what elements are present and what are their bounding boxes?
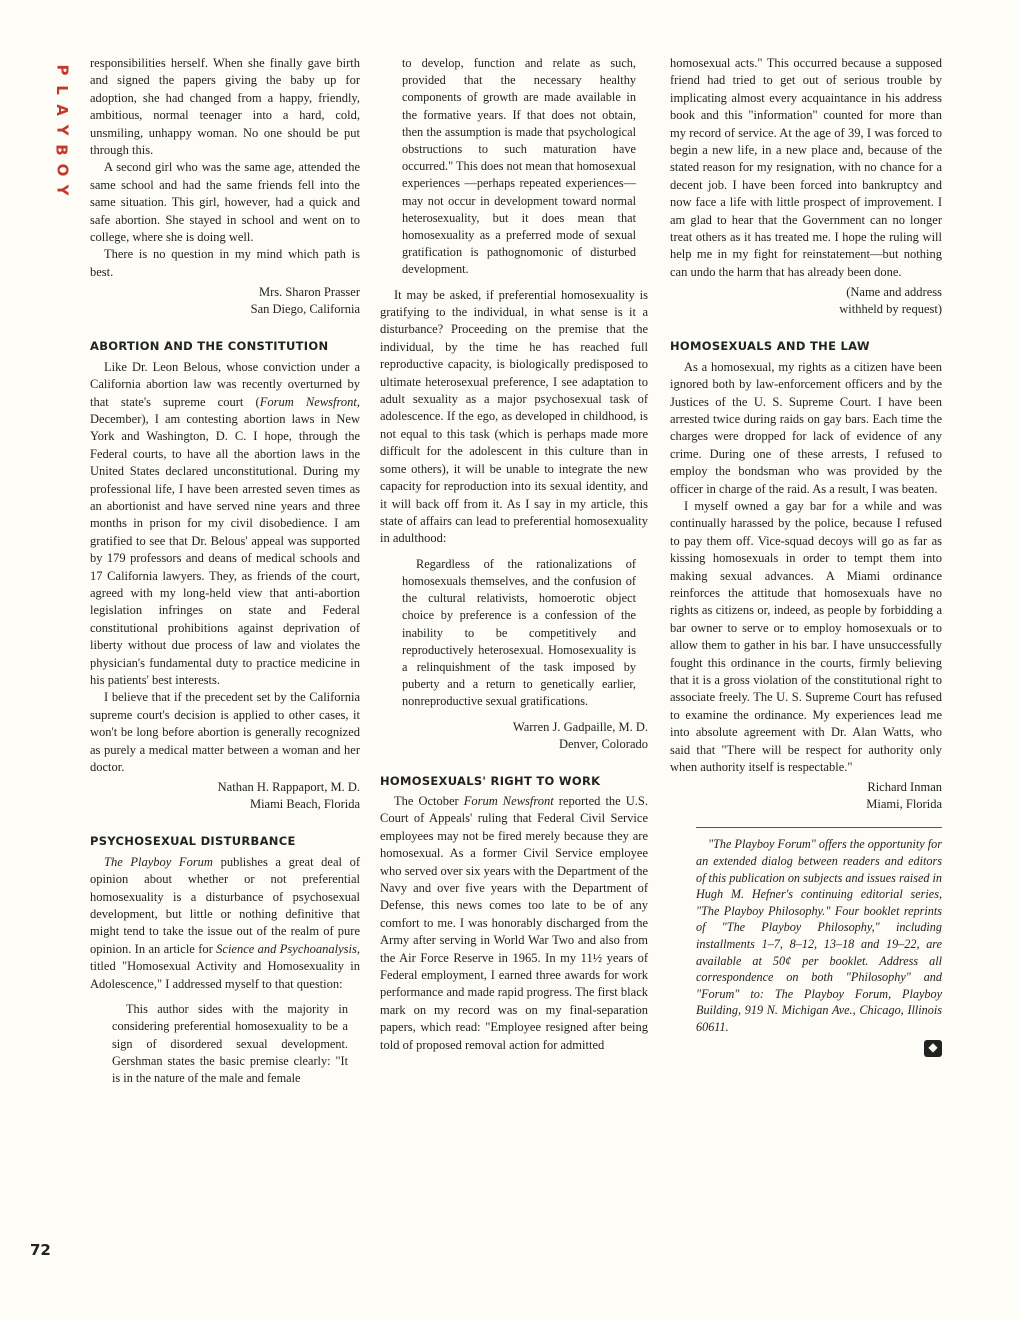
paragraph: The October Forum Newsfront reported the U.S. Court of Appeals' ruling that Federal Civil Service employees may not be fired merely because they are homosexual. As a former Civil Service employee who served over six years with the Department of the Navy and over five years with the Department of Defense, this news comes too late to be of any comfort to me. I was honorably discharged from the Army after serving in World War Two and also from the Air Force Reserve in 1965. In my 11½ years of Federal employment, I earned three awards for work performance and made rapid progress. The first black mark on my record was on my final-separation papers, which read: "Employee resigned after being told of proposed removal action for admitted [380, 793, 648, 1052]
letter-signature [670, 284, 942, 318]
signature-place: Miami, Florida [866, 797, 942, 812]
signature-place: Miami Beach, Florida [249, 797, 360, 812]
section-heading: HOMOSEXUALS AND THE LAW [670, 339, 870, 354]
publication-title: Science and Psychoanalysis [216, 941, 357, 956]
footer-text: "The Playboy Forum" offers the opportunity for an extended dialog between readers and editors of this publication on subjects and issues raised in Hugh M. Hefner's continuing editorial series, "The Playboy Philosophy." Four booklet reprints of "The Playboy Philosophy," including installments 1–7, 8–12, 13–18 and 19–22, are available at 50¢ per booklet. Address all correspondence on both "Philosophy" and "Forum" to: The Playboy Forum, Playboy Building, 919 N. Michigan Ave., Chicago, Illinois 60611. [696, 837, 942, 1034]
quote-text: This author sides with the majority in considering preferential homosexuality to be a sign of disordered sexual development. Gershman states the basic premise clearly: "It is in the nature of the male and female [112, 1002, 348, 1085]
paragraph: The Playboy Forum publishes a great deal of opinion about whether or not preferential homosexuality is a disturbance of psychosexual development, but little or nothing definitive that might tend to take the issue out of the realm of pure opinion. In an article for Science and Psychoanalysis, titled "Homosexual Activity and Homosexuality in Adolescence," I addressed myself to that question: [90, 854, 361, 991]
publication-title: Forum Newsfront [463, 793, 554, 808]
magazine-spine-title [52, 60, 72, 200]
paragraph: Like Dr. Leon Belous, whose conviction under a California abortion law was recently overturned by that state's supreme court (Forum Newsfront, December), I am contesting abortion laws in New York and Washington, D. C. I hope, through the Federal courts, to have all the abortion laws in the United States declared unconstitutional. During my professional life, I have been arrested seven times as an abortionist and have served nine years and three months in prison for my civil disobedience. I am gratified to see that Dr. Belous' appeal was supported by 179 professors and deans of medical schools and 17 California lawyers. They, as friends of the court, agreed with my long-held view that anti-abortion legislation infringes on state and Federal constitutional prohibitions against deprivation of liberty without due process of law and violates the physician's fundamental duty to practice medicine in his patients' best interests. [90, 359, 360, 687]
signature-name: (Name and address [846, 285, 942, 300]
signature-place: San Diego, California [250, 302, 360, 317]
signature-place: Denver, Colorado [558, 736, 648, 751]
paragraph: It may be asked, if preferential homosexuality is gratifying to the individual, in what sense is it a disturbance? Proceeding on the premise that the individual, by the time he has reached full reproductive capacity, is biologically predisposed to ultimate heterosexual preference, I see adaptation to adult sexuality as a major psychosexual task of adolescence. If the ego, as developed in childhood, is not equal to this task (which is perhaps made more difficult for the adolescent in this culture than in some others), it will be unable to integrate the new capacity for reproduction into its sexual identity, and it will back off from it. As I say in my article, this state of affairs can lead to preferential homosexuality in adulthood: [380, 287, 648, 546]
logo [670, 1040, 942, 1057]
letter-signature [90, 779, 360, 813]
signature-place: withheld by request) [839, 302, 942, 317]
paragraph: As a homosexual, my rights as a citizen have been ignored both by law-enforcement officers and by the Justices of the U. S. Supreme Court. I have been arrested twice during raids on gay bars. Each time the charges were dropped for lack of evidence of any crime. During one of these arrests, I refused to employ the bondsman who was provided by the officer in charge of the raid. As a result, I was beaten. [670, 359, 942, 496]
block-quote [402, 55, 636, 279]
quote-text: Regardless of the rationalizations of homosexuals themselves, and the confusion of the cultural relativists, homoerotic object choice by preference is a confession of the inability to be competitively and reproductively heterosexual. Homosexuality is a relinquishment of the task imposed by puberty and a return to genetically earlier, nonreproductive sexual gratifications. [402, 556, 636, 709]
divider [696, 827, 942, 828]
forum-footer-note [696, 836, 942, 1035]
publication-title: Forum Newsfront [259, 394, 357, 409]
spine-letter: B [53, 144, 71, 156]
spine-letter: O [52, 163, 71, 177]
section-heading: HOMOSEXUALS' RIGHT TO WORK [380, 773, 601, 788]
paragraph: I believe that if the precedent set by the California supreme court's decision is applied to other cases, it won't be long before abortion is generally recognized as purely a medical matter between a woman and her doctor. [90, 690, 360, 775]
letter-signature [90, 284, 360, 318]
column-3 [670, 55, 942, 1057]
letter-signature [670, 779, 942, 813]
signature-name: Warren J. Gadpaille, M. D. [512, 719, 648, 734]
section-heading: ABORTION AND THE CONSTITUTION [90, 339, 329, 354]
paragraph: homosexual acts." This occurred because a supposed friend had tried to get out of serious trouble by implicating almost every acquaintance in his address book and this "information" counted for more than my record of service. At the age of 39, I was forced to begin a new life, in a new place and, because of the stated reason for my resignation, with no chance for a decent job. I have been forced into bankruptcy and now face a life with little prospect of improvement. I am glad to hear that the Government can no longer treat others as it has treated me. I hope the ruling will help me in my fight for reinstatement—but nothing can undo the harm that has already been done. [670, 56, 942, 279]
spine-letter: L [53, 85, 71, 95]
spine-letter: Y [53, 124, 71, 136]
section-heading: PSYCHOSEXUAL DISTURBANCE [90, 834, 296, 849]
spine-letter: Y [53, 184, 71, 196]
rabbit-head-icon: ◆ [924, 1040, 942, 1057]
paragraph: I myself owned a gay bar for a while and was continually harassed by the police, because I refused to pay them off. Vice-squad decoys will go as far as kissing homosexuals in order to tempt them into making sexual advances. A Miami ordinance reinforces the attitude that homosexuals have no rights as citizens or, indeed, as people by forbidding a bar owner to serve or to employ homosexuals or to allow them to gather in his bar. I have unsuccessfully fought this ordinance in the courts, firmly believing that it is a gross violation of the constitutional right to associate freely. The U. S. Supreme Court has refused to examine the ordinance. My experiences lead me into absolute agreement with Dr. Alan Watts, who said that "There will be respect for authority only when authority itself is respectable." [670, 498, 942, 775]
paragraph: A second girl who was the same age, attended the same school and had the same friends fell into the same situation. This girl, however, had a quick and safe abortion. She stayed in school and went on to college, where she is doing well. [90, 160, 360, 245]
block-quote [112, 1001, 348, 1087]
page-number: 72 [30, 1241, 51, 1259]
signature-name: Richard Inman [867, 780, 942, 795]
paragraph: responsibilities herself. When she finally gave birth and signed the papers giving the baby up for adoption, she had changed from a happy, friendly, ambitious, normal teenager into a hard, cold, unsmiling, unhappy woman. No one should be put through this. [90, 56, 360, 158]
spine-letter: P [53, 64, 71, 76]
quote-text: to develop, function and relate as such, provided that the necessary healthy components of growth are made available in the formative years. If that does not obtain, then the assumption is made that psychological obstructions to such maturation have occurred." This does not mean that homosexual experiences —perhaps repeated experiences— may not occur in development toward normal heterosexuality, but it does mean that homosexuality as a preferred mode of sexual gratification is pathognomonic of disturbed development. [402, 56, 636, 277]
column-1 [90, 55, 360, 1095]
signature-name: Mrs. Sharon Prasser [258, 285, 360, 300]
paragraph: There is no question in my mind which path is best. [90, 247, 360, 279]
block-quote [402, 556, 636, 711]
letter-signature [380, 719, 648, 753]
publication-title: The Playboy Forum [104, 854, 213, 869]
column-2 [380, 55, 648, 1054]
signature-name: Nathan H. Rappaport, M. D. [217, 780, 360, 795]
spine-letter: A [52, 104, 71, 116]
